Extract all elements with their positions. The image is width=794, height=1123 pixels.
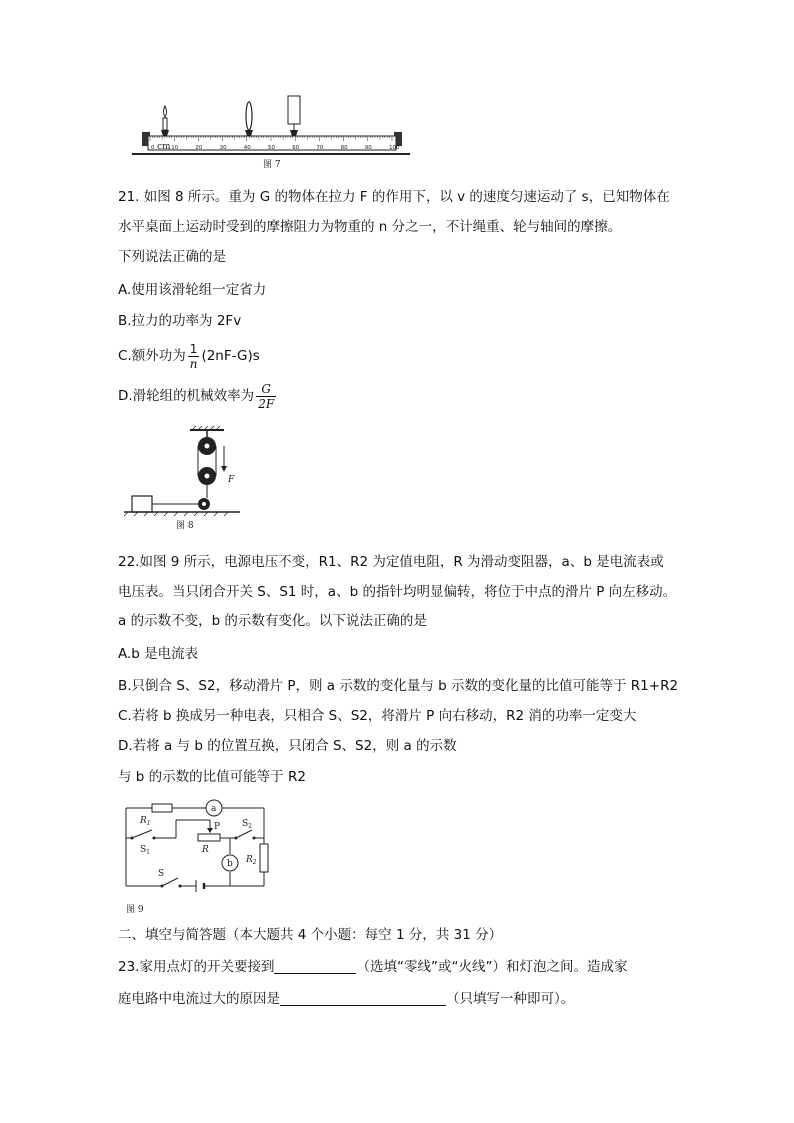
- s1-label: $S_1$: [140, 845, 150, 856]
- q21-option-c-prefix: C.额外功为: [118, 348, 186, 364]
- q23-blank-2[interactable]: [280, 991, 446, 1006]
- q21-stem-line-3: 下列说法正确的是: [118, 249, 226, 265]
- q21-stem-line-1: 21. 如图 8 所示。重为 G 的物体在拉力 F 的作用下，以 v 的速度匀速运动了 s，已知物体在: [118, 189, 670, 205]
- ruler-unit-label: cm: [157, 142, 171, 152]
- q23-line-2: [118, 990, 574, 1008]
- figure-7-caption: 图 7: [263, 160, 281, 170]
- fraction-g-over-2f: [256, 382, 276, 411]
- q23-blank-1[interactable]: [274, 959, 356, 974]
- q21-option-c: [118, 340, 260, 372]
- ruler-tick-label: 100: [389, 145, 400, 151]
- ruler-tick-label: 50: [268, 145, 275, 151]
- ruler-tick-label: 70: [316, 145, 324, 151]
- force-label: F: [228, 475, 235, 485]
- r1-label: $R_1$: [140, 816, 151, 827]
- screen-icon: [288, 96, 300, 136]
- q22-stem-line-1: 22.如图 9 所示，电源电压不变，R1、R2 为定值电阻，R 为滑动变阻器，a、b 是电流表或: [118, 554, 664, 570]
- section-2-title: 二、填空与简答题（本大题共 4 个小题：每空 1 分，共 31 分）: [118, 927, 503, 943]
- block-object: [132, 496, 152, 512]
- q21-option-a: A.使用该滑轮组一定省力: [118, 282, 267, 298]
- q21-option-d-prefix: D.滑轮组的机械效率为: [118, 388, 255, 404]
- figure-9-caption: 图 9: [126, 905, 144, 915]
- resistor-r2-icon: [260, 844, 268, 872]
- q23-part-1: 23.家用点灯的开关要接到: [118, 959, 275, 975]
- ruler-tick-label: 0: [151, 145, 155, 151]
- fraction-1-over-n: [188, 342, 200, 371]
- q23-part-3: 庭电路中电流过大的原因是: [118, 991, 280, 1007]
- meter-a-label: a: [211, 804, 217, 814]
- q23-part-4: （只填写一种即可）。: [446, 991, 575, 1007]
- q22-option-b: B.只倒合 S、S2，移动滑片 P，则 a 示数的变化量与 b 示数的变化量的比值可能等于 R1+R2: [118, 678, 679, 694]
- q23-part-2: （选填“零线”或“火线”）和灯泡之间。造成家: [356, 959, 628, 975]
- q22-stem-line-2: 电压表。当只闭合开关 S、S1 时，a、b 的指针均明显偏转，将位于中点的滑片 P 向左移动。: [118, 584, 677, 600]
- rheostat-r-icon: [198, 834, 220, 841]
- fraction-denominator: 2F: [258, 396, 275, 411]
- q22-option-a: A.b 是电流表: [118, 646, 199, 662]
- q21-stem-line-2: 水平桌面上运动时受到的摩擦阻力为物重的 n 分之一，不计绳重、轮与轴间的摩擦。: [118, 219, 622, 235]
- fraction-numerator: 1: [188, 342, 200, 357]
- q21-option-d: [118, 380, 278, 412]
- fraction-numerator: G: [256, 382, 276, 397]
- fraction-denominator: n: [189, 356, 198, 371]
- ruler-tick-label: 30: [219, 145, 227, 151]
- r2-label: $R_2$: [246, 855, 257, 866]
- ruler-tick-label: 90: [364, 145, 372, 151]
- q21-option-c-suffix: (2nF-G)s: [201, 348, 260, 364]
- resistor-r1-icon: [152, 804, 172, 812]
- ruler-tick-label: 60: [292, 145, 300, 151]
- ruler-tick-label: 10: [171, 145, 179, 151]
- ruler-tick-label: 20: [195, 145, 203, 151]
- rheostat-r-label: R: [202, 845, 209, 855]
- slider-p-label: P: [214, 822, 221, 832]
- q22-option-d-line-1: D.若将 a 与 b 的位置互换，只闭合 S、S2，则 a 的示数: [118, 738, 457, 754]
- ruler-tick-label: 80: [340, 145, 348, 151]
- q21-option-b: B.拉力的功率为 2Fv: [118, 313, 242, 329]
- s2-label: $S_2$: [242, 819, 252, 830]
- figure-8-pulley-system: [124, 424, 264, 532]
- candle-icon: [161, 106, 169, 136]
- force-arrow-icon: [221, 466, 227, 472]
- lens-icon: [245, 102, 253, 136]
- figure-8-caption: 图 8: [176, 521, 194, 531]
- q22-option-c: C.若将 b 换成另一种电表，只相合 S、S2，将滑片 P 向右移动，R2 消的功率一定变大: [118, 708, 637, 724]
- figure-7-optical-bench: [128, 92, 414, 172]
- q22-stem-line-3: a 的示数不变，b 的示数有变化。以下说法正确的是: [118, 613, 427, 629]
- ruler-tick-label: 40: [243, 145, 251, 151]
- slider-p-arrow-icon: [207, 828, 213, 833]
- q23-line-1: [118, 958, 627, 976]
- s-label: S: [158, 869, 165, 879]
- figure-9-circuit: [118, 796, 278, 920]
- meter-b-label: b: [227, 859, 233, 869]
- q22-option-d-line-2: 与 b 的示数的比值可能等于 R2: [118, 769, 306, 785]
